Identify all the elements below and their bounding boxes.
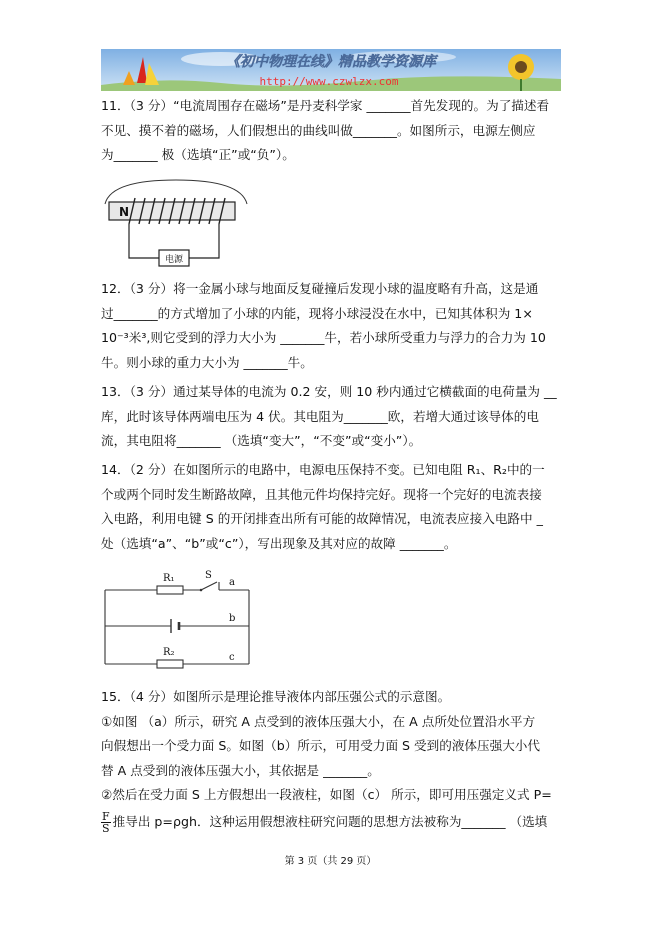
question-line: 向假想出一个受力面 S。如图（b）所示，可用受力面 S 受到的液体压强大小代: [101, 738, 540, 754]
fraction-denominator: S: [102, 821, 110, 835]
point-c-label: c: [229, 652, 235, 663]
resistor-r2: [157, 660, 183, 668]
banner-title: 《初中物理在线》精品教学资源库: [226, 54, 436, 70]
solenoid-figure: [101, 178, 251, 274]
question-line-with-fraction: [101, 810, 561, 835]
question-line: 14．（2 分）在如图所示的电路中，电源电压保持不变。已知电阻 R₁、R₂中的一: [101, 462, 545, 477]
question-line: 12．（3 分）将一金属小球与地面反复碰撞后发现小球的温度略有升高，这是通: [101, 281, 539, 296]
question-line: 13．（3 分）通过某导体的电流为 0.2 安，则 10 秒内通过它横截面的电荷量为 __: [101, 384, 557, 399]
banner-url: http://www.czwlzx.com: [259, 75, 399, 88]
question-line: 个或两个同时发生断路故障，且其他元件均保持完好。现将一个完好的电流表接: [101, 486, 542, 502]
question-line: 为_______ 极（选填“正”或“负”）。: [101, 147, 295, 163]
question-line: 处（选填“a”、“b”或“c”），写出现象及其对应的故障 _______。: [101, 535, 457, 551]
question-15: [101, 685, 561, 835]
question-11: [101, 94, 561, 168]
switch-label: S: [205, 570, 212, 581]
r2-label: R₂: [163, 647, 175, 658]
question-line: 牛。则小球的重力大小为 _______牛。: [101, 354, 313, 370]
fraction-f-over-s: [101, 811, 111, 834]
question-line: 15．（4 分）如图所示是理论推导液体内部压强公式的示意图。: [101, 689, 451, 704]
question-line: 11．（3 分）“电流周围存在磁场”是丹麦科学家 _______首先发现的。为了描述看: [101, 98, 550, 113]
pole-label: N: [119, 205, 130, 219]
fraction-numerator: F: [102, 809, 110, 823]
question-14: [101, 458, 561, 556]
point-b-label: b: [229, 613, 236, 624]
page-footer: 第 3 页（共 29 页）: [284, 856, 377, 867]
question-12: [101, 277, 561, 375]
point-a-label: a: [229, 577, 235, 588]
switch-s: [201, 582, 217, 590]
question-line: 库，此时该导体两端电压为 4 伏。其电阻为_______欧，若增大通过该导体的电: [101, 408, 539, 424]
question-line: 过_______的方式增加了小球的内能，现将小球浸没在水中，已知其体积为 1×: [101, 305, 533, 321]
question-line: 不见、摸不着的磁场，人们假想出的曲线叫做_______。如图所示，电源左侧应: [101, 122, 536, 138]
question-13: [101, 380, 561, 454]
supply-label: 电源: [164, 255, 184, 265]
question-line: 流，其电阻将_______ （选填“变大”，“不变”或“变小”）。: [101, 433, 422, 449]
question-line: ①如图 （a）所示，研究 A 点受到的液体压强大小，在 A 点所处位置沿水平方: [101, 713, 536, 729]
question-line: 推导出 p=ρgh．这种运用假想液柱研究问题的思想方法被称为_______ （选填: [112, 813, 548, 829]
header-banner: [101, 49, 561, 91]
question-line: ②然后在受力面 S 上方假想出一段液柱，如图（c） 所示，即可用压强定义式 P=: [101, 787, 552, 803]
circuit-figure: [101, 566, 253, 674]
question-line: 10⁻³米³,则它受到的浮力大小为 _______牛，若小球所受重力与浮力的合力为 10: [101, 330, 546, 346]
question-line: 替 A 点受到的液体压强大小，其依据是 _______。: [101, 762, 380, 778]
question-line: 入电路，利用电键 S 的开闭排查出所有可能的故障情况，电流表应接入电路中 _: [101, 511, 543, 527]
r1-label: R₁: [163, 573, 175, 584]
resistor-r1: [157, 586, 183, 594]
banner-graphic: [101, 49, 561, 91]
